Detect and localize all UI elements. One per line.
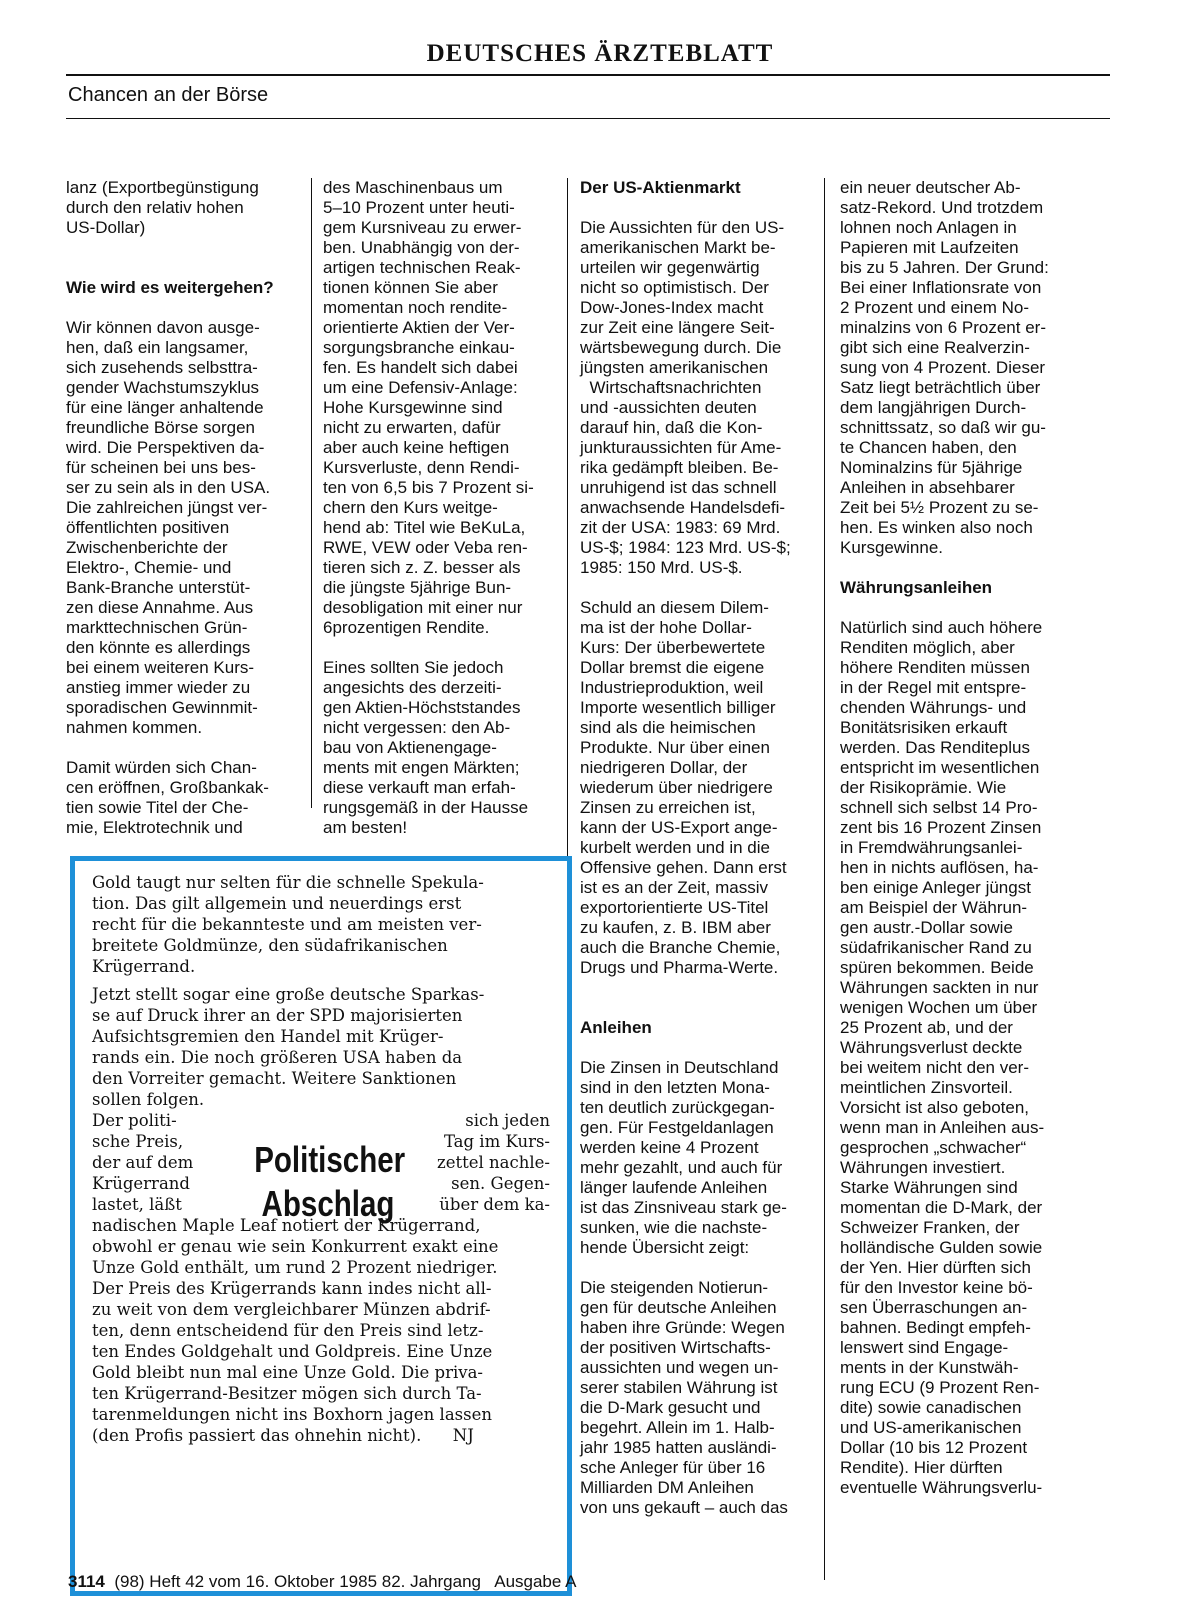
text-line: Dow-Jones-Index macht xyxy=(580,298,764,317)
text-line: Wir können davon ausge- xyxy=(66,318,260,337)
text-line: gen. Für Festgeldanlagen xyxy=(580,1118,774,1137)
column-2 xyxy=(323,178,558,838)
text-line: Bei einer Inflationsrate von xyxy=(840,278,1042,297)
box-paragraph-3 xyxy=(92,1215,498,1446)
text-line: Bonitätsrisiken erkauft xyxy=(840,718,1008,737)
text-line: hen in nichts auflösen, ha- xyxy=(840,858,1039,877)
text-line: orientierte Aktien der Ver- xyxy=(323,318,515,337)
text-line: Jetzt stellt sogar eine große deutsche Sparkas- xyxy=(92,985,485,1004)
text-line: jüngsten amerikanischen xyxy=(580,358,769,377)
text-line: freundliche Börse sorgen xyxy=(66,418,256,437)
text-line: gen Aktien-Höchststandes xyxy=(323,698,521,717)
text-line: anstieg immer wieder zu xyxy=(66,678,251,697)
text-line: und US-amerikanischen xyxy=(840,1418,1022,1437)
text-line: Vorsicht ist also geboten, xyxy=(840,1098,1030,1117)
text-line: in der Regel mit entspre- xyxy=(840,678,1027,697)
text-line: sporadischen Gewinnmit- xyxy=(66,698,258,717)
text-line: Rendite). Hier dürften xyxy=(840,1458,1003,1477)
text-line: südafrikanischer Rand zu xyxy=(840,938,1032,957)
issue-info: (98) Heft 42 vom 16. Oktober 1985 82. Jahrgang Ausgabe A xyxy=(104,1572,577,1591)
text-line: Elektro-, Chemie- und xyxy=(66,558,232,577)
col3-paragraph-c xyxy=(580,1058,815,1258)
text-line: nicht so optimistisch. Der xyxy=(580,278,769,297)
text-line: artigen technischen Reak- xyxy=(323,258,521,277)
text-line: in Fremdwährungsanlei- xyxy=(840,838,1023,857)
text-line: hend ab: Titel wie BeKuLa, xyxy=(323,518,526,537)
box-wrap-left xyxy=(92,1110,193,1215)
text-line: zu weit von dem vergleichbarer Münzen abdrif- xyxy=(92,1300,491,1319)
text-line: ten, denn entscheidend für den Preis sind letz- xyxy=(92,1321,484,1340)
text-line: obwohl er genau wie sein Konkurrent exakt eine xyxy=(92,1237,499,1256)
text-line: Zwischenberichte der xyxy=(66,538,228,557)
text-line: Tag im Kurs- xyxy=(443,1132,550,1151)
text-line: für eine länger anhaltende xyxy=(66,398,264,417)
text-line: Dollar bremst die eigene xyxy=(580,658,765,677)
text-line: lenswert sind Engage- xyxy=(840,1338,1009,1357)
text-line: Satz liegt beträchtlich über xyxy=(840,378,1041,397)
text-line: Der Preis des Krügerrands kann indes nicht all- xyxy=(92,1279,492,1298)
text-line: zur Zeit eine längere Seit- xyxy=(580,318,775,337)
text-line: 1985: 150 Mrd. US-$. xyxy=(580,558,743,577)
text-line: Papieren mit Laufzeiten xyxy=(840,238,1019,257)
text-line: tarenmeldungen nicht ins Boxhorn jagen lassen xyxy=(92,1405,492,1424)
box-paragraph-1 xyxy=(92,872,484,977)
text-line: nahmen kommen. xyxy=(66,718,203,737)
text-line: 5–10 Prozent unter heuti- xyxy=(323,198,515,217)
text-line: RWE, VEW oder Veba ren- xyxy=(323,538,528,557)
col4-paragraph-b xyxy=(840,618,1075,1498)
page-number: 3114 xyxy=(68,1572,105,1591)
text-line: chern den Kurs weitge- xyxy=(323,498,498,517)
text-line: rika gedämpft bleiben. Be- xyxy=(580,458,779,477)
text-line: sorgungsbranche einkau- xyxy=(323,338,515,357)
text-line: Dollar (10 bis 12 Prozent xyxy=(840,1438,1028,1457)
col4-heading: Währungsanleihen xyxy=(840,578,993,597)
text-line: bei einem weiteren Kurs- xyxy=(66,658,255,677)
text-line: Renditen möglich, aber xyxy=(840,638,1015,657)
text-line: ben. Unabhängig von der- xyxy=(323,238,520,257)
col1-paragraph-c xyxy=(66,758,301,838)
text-line: haben ihre Gründe: Wegen xyxy=(580,1318,785,1337)
col3-paragraph-b xyxy=(580,598,815,978)
text-line: bis zu 5 Jahren. Der Grund: xyxy=(840,258,1049,277)
text-line: sunken, wie die nachste- xyxy=(580,1218,768,1237)
box-wrap-right xyxy=(400,1110,550,1215)
text-line: Gold bleibt nun mal eine Unze Gold. Die priva- xyxy=(92,1363,483,1382)
text-line: recht für die bekannteste und am meisten ver- xyxy=(92,915,482,934)
text-line: Damit würden sich Chan- xyxy=(66,758,257,777)
text-line: gen für deutsche Anleihen xyxy=(580,1298,777,1317)
text-line: satz-Rekord. Und trotzdem xyxy=(840,198,1044,217)
text-line: ist es an der Zeit, massiv xyxy=(580,878,769,897)
text-line: nicht zu erwarten, dafür xyxy=(323,418,501,437)
text-line: rung ECU (9 Prozent Ren- xyxy=(840,1378,1040,1397)
text-line: junkturaussichten für Ame- xyxy=(580,438,782,457)
col1-paragraph-b xyxy=(66,318,301,738)
text-line: Natürlich sind auch höhere xyxy=(840,618,1043,637)
text-line: cen eröffnen, Großbankak- xyxy=(66,778,269,797)
text-line: mehr gezahlt, und auch für xyxy=(580,1158,783,1177)
text-line: ten Krügerrand-Besitzer mögen sich durch Ta- xyxy=(92,1384,482,1403)
text-line: gender Wachstumszyklus xyxy=(66,378,260,397)
col1-paragraph-a xyxy=(66,178,301,238)
text-line: wenn man in Anleihen aus- xyxy=(840,1118,1045,1137)
text-line: Währungsverlust deckte xyxy=(840,1038,1023,1057)
text-line: ten deutlich zurückgegan- xyxy=(580,1098,775,1117)
text-line: kurbelt werden und in die xyxy=(580,838,770,857)
text-line: Offensive gehen. Dann erst xyxy=(580,858,787,877)
text-line: ser zu sein als in den USA. xyxy=(66,478,271,497)
text-line: ten von 6,5 bis 7 Prozent si- xyxy=(323,478,534,497)
text-line: sollen folgen. xyxy=(92,1090,205,1109)
col3-heading-anleihen: Anleihen xyxy=(580,1018,652,1037)
text-line: hen, daß ein langsamer, xyxy=(66,338,249,357)
text-line: ma ist der hohe Dollar- xyxy=(580,618,752,637)
text-line: der Yen. Hier dürften sich xyxy=(840,1258,1031,1277)
text-line: nicht vergessen: den Ab- xyxy=(323,718,511,737)
text-line: (den Profis passiert das ohnehin nicht). NJ xyxy=(92,1426,474,1445)
text-line: und -aussichten deuten xyxy=(580,398,757,417)
text-line: Importe wesentlich billiger xyxy=(580,698,776,717)
text-line: der auf dem xyxy=(92,1153,194,1172)
text-line: tien sowie Titel der Che- xyxy=(66,798,249,817)
col1-heading: Wie wird es weitergehen? xyxy=(66,278,274,297)
text-line: sen Überraschungen an- xyxy=(840,1298,1028,1317)
col4-paragraph-a xyxy=(840,178,1075,558)
column-4 xyxy=(840,178,1075,1498)
text-line: Der politi- xyxy=(92,1111,177,1130)
text-line: zettel nachle- xyxy=(437,1153,550,1172)
text-line: eventuelle Währungsverlu- xyxy=(840,1478,1043,1497)
text-line: Krügerrand. xyxy=(92,957,196,976)
text-line: schnell sich selbst 14 Pro- xyxy=(840,798,1038,817)
text-line: schnittssatz, so daß wir gu- xyxy=(840,418,1046,437)
text-line: Währungen sackten in nur xyxy=(840,978,1039,997)
text-line: Zeit bei 5½ Prozent zu se- xyxy=(840,498,1039,517)
text-line: gesprochen „schwacher“ xyxy=(840,1138,1027,1157)
text-line: Nominalzins für 5jährige xyxy=(840,458,1023,477)
text-line: die jüngste 5jährige Bun- xyxy=(323,578,512,597)
text-line: der positiven Wirtschafts- xyxy=(580,1338,771,1357)
text-line: tion. Das gilt allgemein und neuerdings erst xyxy=(92,894,462,913)
text-line: markttechnischen Grün- xyxy=(66,618,248,637)
text-line: Wirtschaftsnachrichten xyxy=(580,378,762,397)
text-line: holländische Gulden sowie xyxy=(840,1238,1043,1257)
text-line: gem Kursniveau zu erwer- xyxy=(323,218,522,237)
text-line: Kurs: Der überbewertete xyxy=(580,638,766,657)
text-line: hen. Es winken also noch xyxy=(840,518,1033,537)
text-line: Gold taugt nur selten für die schnelle Spekula- xyxy=(92,873,484,892)
text-line: lohnen noch Anlagen in xyxy=(840,218,1017,237)
text-line: te Chancen haben, den xyxy=(840,438,1017,457)
text-line: sich jeden xyxy=(465,1111,550,1130)
text-line: 6prozentigen Rendite. xyxy=(323,618,490,637)
section-title: Chancen an der Börse xyxy=(68,84,269,106)
text-line: Krügerrand xyxy=(92,1174,190,1193)
text-line: niedrigeren Dollar, der xyxy=(580,758,748,777)
text-line: durch den relativ hohen xyxy=(66,198,244,217)
text-line: sche Anleger für über 16 xyxy=(580,1458,766,1477)
text-line: wird. Die Perspektiven da- xyxy=(66,438,265,457)
text-line: ben einige Anleger jüngst xyxy=(840,878,1031,897)
text-line: kann der US-Export ange- xyxy=(580,818,778,837)
text-line: sich zusehends selbsttra- xyxy=(66,358,258,377)
text-line: zu kaufen, z. B. IBM aber xyxy=(580,918,771,937)
text-line: 2 Prozent und einem No- xyxy=(840,298,1029,317)
text-line: lanz (Exportbegünstigung xyxy=(66,178,259,197)
text-line: um eine Defensiv-Anlage: xyxy=(323,378,518,397)
column-rule-1 xyxy=(311,178,312,808)
text-line: am besten! xyxy=(323,818,408,837)
text-line: anwachsende Handelsdefi- xyxy=(580,498,786,517)
text-line: Schweizer Franken, der xyxy=(840,1218,1020,1237)
text-line: ten Endes Goldgehalt und Goldpreis. Eine Unze xyxy=(92,1342,493,1361)
text-line: Aufsichtsgremien den Handel mit Krüger- xyxy=(92,1027,444,1046)
text-line: Schuld an diesem Dilem- xyxy=(580,598,769,617)
text-line: amerikanischen Markt be- xyxy=(580,238,776,257)
header-rule xyxy=(66,74,1110,76)
text-line: Eines sollten Sie jedoch xyxy=(323,658,504,677)
text-line: aber auch keine heftigen xyxy=(323,438,510,457)
text-line: chenden Währungs- und xyxy=(840,698,1027,717)
text-line: zit der USA: 1983: 69 Mrd. xyxy=(580,518,781,537)
text-line: gen austr.-Dollar sowie xyxy=(840,918,1013,937)
text-line: begehrt. Allein im 1. Halb- xyxy=(580,1418,775,1437)
text-line: diese verkauft man erfah- xyxy=(323,778,516,797)
text-line: se auf Druck ihrer an der SPD majorisierten xyxy=(92,1006,463,1025)
headline-line-1: Politischer xyxy=(254,1139,406,1180)
text-line: ments mit engen Märkten; xyxy=(323,758,520,777)
text-line: hende Übersicht zeigt: xyxy=(580,1238,750,1257)
text-line: Die steigenden Notierun- xyxy=(580,1278,769,1297)
text-line: Hohe Kursgewinne sind xyxy=(323,398,503,417)
column-1 xyxy=(66,178,301,838)
text-line: momentan noch rendite- xyxy=(323,298,508,317)
text-line: Kursgewinne. xyxy=(840,538,944,557)
text-line: meintlichen Zinsvorteil. xyxy=(840,1078,1013,1097)
text-line: öffentlichten positiven xyxy=(66,518,230,537)
text-line: urteilen wir gegenwärtig xyxy=(580,258,760,277)
text-line: sind in den letzten Mona- xyxy=(580,1078,770,1097)
text-line: Milliarden DM Anleihen xyxy=(580,1478,754,1497)
text-line: fen. Es handelt sich dabei xyxy=(323,358,518,377)
text-line: wärtsbewegung durch. Die xyxy=(580,338,782,357)
text-line: unruhigend ist das schnell xyxy=(580,478,777,497)
text-line: Unze Gold enthält, um rund 2 Prozent niedriger. xyxy=(92,1258,498,1277)
text-line: der Risikoprämie. Wie xyxy=(840,778,1007,797)
text-line: exportorientierte US-Titel xyxy=(580,898,769,917)
text-line: spüren bekommen. Beide xyxy=(840,958,1034,977)
text-line: tionen können Sie aber xyxy=(323,278,498,297)
text-line: entspricht im wesentlichen xyxy=(840,758,1040,777)
text-line: werden keine 4 Prozent xyxy=(580,1138,759,1157)
text-line: Bank-Branche unterstüt- xyxy=(66,578,251,597)
text-line: höhere Renditen müssen xyxy=(840,658,1030,677)
box-paragraph-2 xyxy=(92,984,484,1110)
text-line: nadischen Maple Leaf notiert der Krügerrand, xyxy=(92,1216,481,1235)
text-line: ist das Zinsniveau stark ge- xyxy=(580,1198,787,1217)
header-rule-thin xyxy=(66,118,1110,119)
text-line: lastet, läßt xyxy=(92,1195,182,1214)
text-line: bei weitem nicht den ver- xyxy=(840,1058,1029,1077)
text-line: US-Dollar) xyxy=(66,218,146,237)
col3-paragraph-a xyxy=(580,218,815,578)
text-line: aussichten und wegen un- xyxy=(580,1358,779,1377)
text-line: desobligation mit einer nur xyxy=(323,598,523,617)
text-line: darauf hin, daß die Kon- xyxy=(580,418,763,437)
text-line: zent bis 16 Prozent Zinsen xyxy=(840,818,1042,837)
text-line: US-$; 1984: 123 Mrd. US-$; xyxy=(580,538,791,557)
text-line: den könnte es allerdings xyxy=(66,638,251,657)
text-line: von uns gekauft – auch das xyxy=(580,1498,788,1517)
text-line: zen diese Annahme. Aus xyxy=(66,598,254,617)
column-rule-3 xyxy=(824,178,825,1580)
text-line: Starke Währungen sind xyxy=(840,1178,1018,1197)
text-line: serer stabilen Währung ist xyxy=(580,1378,778,1397)
page-footer xyxy=(68,1572,576,1592)
text-line: wiederum über niedrigere xyxy=(580,778,773,797)
text-line: auch die Branche Chemie, xyxy=(580,938,781,957)
text-line: länger laufende Anleihen xyxy=(580,1178,768,1197)
text-line: Kursverluste, denn Rendi- xyxy=(323,458,520,477)
text-line: dem langjährigen Durch- xyxy=(840,398,1027,417)
text-line: dite) sowie canadischen xyxy=(840,1398,1022,1417)
text-line: Währungen investiert. xyxy=(840,1158,1006,1177)
text-line: über dem ka- xyxy=(439,1195,550,1214)
text-line: jahr 1985 hatten ausländi- xyxy=(580,1438,777,1457)
text-line: des Maschinenbaus um xyxy=(323,178,503,197)
text-line: rungsgemäß in der Hausse xyxy=(323,798,529,817)
text-line: für scheinen bei uns bes- xyxy=(66,458,256,477)
text-line: sung von 4 Prozent. Dieser xyxy=(840,358,1046,377)
text-line: momentan die D-Mark, der xyxy=(840,1198,1043,1217)
text-line: tieren sich z. Z. besser als xyxy=(323,558,521,577)
text-line: minalzins von 6 Prozent er- xyxy=(840,318,1046,337)
text-line: Die Aussichten für den US- xyxy=(580,218,785,237)
col2-paragraph-b xyxy=(323,658,558,838)
column-3 xyxy=(580,178,815,1518)
text-line: bau von Aktienengage- xyxy=(323,738,497,757)
text-line: Die zahlreichen jüngst ver- xyxy=(66,498,268,517)
text-line: ein neuer deutscher Ab- xyxy=(840,178,1021,197)
text-line: Die Zinsen in Deutschland xyxy=(580,1058,779,1077)
col3-paragraph-d xyxy=(580,1278,815,1518)
text-line: bahnen. Bedingt empfeh- xyxy=(840,1318,1031,1337)
text-line: rands ein. Die noch größeren USA haben da xyxy=(92,1048,463,1067)
text-line: Produkte. Nur über einen xyxy=(580,738,770,757)
text-line: gibt sich eine Realverzin- xyxy=(840,338,1030,357)
text-line: am Beispiel der Währun- xyxy=(840,898,1028,917)
text-line: 25 Prozent ab, und der xyxy=(840,1018,1013,1037)
text-line: mie, Elektrotechnik und xyxy=(66,818,243,837)
text-line: Industrieproduktion, weil xyxy=(580,678,764,697)
text-line: Zinsen zu erreichen ist, xyxy=(580,798,756,817)
text-line: werden. Das Renditeplus xyxy=(840,738,1030,757)
col2-paragraph-a xyxy=(323,178,558,638)
text-line: ments in der Kunstwäh- xyxy=(840,1358,1019,1377)
box-headline xyxy=(254,1138,406,1226)
text-line: Drugs und Pharma-Werte. xyxy=(580,958,779,977)
text-line: sche Preis, xyxy=(92,1132,184,1151)
text-line: für den Investor keine bö- xyxy=(840,1278,1033,1297)
col3-heading-us: Der US-Aktienmarkt xyxy=(580,178,741,197)
text-line: breitete Goldmünze, den südafrikanischen xyxy=(92,936,448,955)
masthead: DEUTSCHES ÄRZTEBLATT xyxy=(426,40,774,67)
text-line: Anleihen in absehbarer xyxy=(840,478,1015,497)
headline-line-2: Abschlag xyxy=(261,1183,395,1224)
text-line: die D-Mark gesucht und xyxy=(580,1398,761,1417)
text-line: den Vorreiter gemacht. Weitere Sanktionen xyxy=(92,1069,457,1088)
text-line: sind als die heimischen xyxy=(580,718,756,737)
text-line: sen. Gegen- xyxy=(451,1174,550,1193)
text-line: angesichts des derzeiti- xyxy=(323,678,502,697)
text-line: wenigen Wochen um über xyxy=(840,998,1038,1017)
